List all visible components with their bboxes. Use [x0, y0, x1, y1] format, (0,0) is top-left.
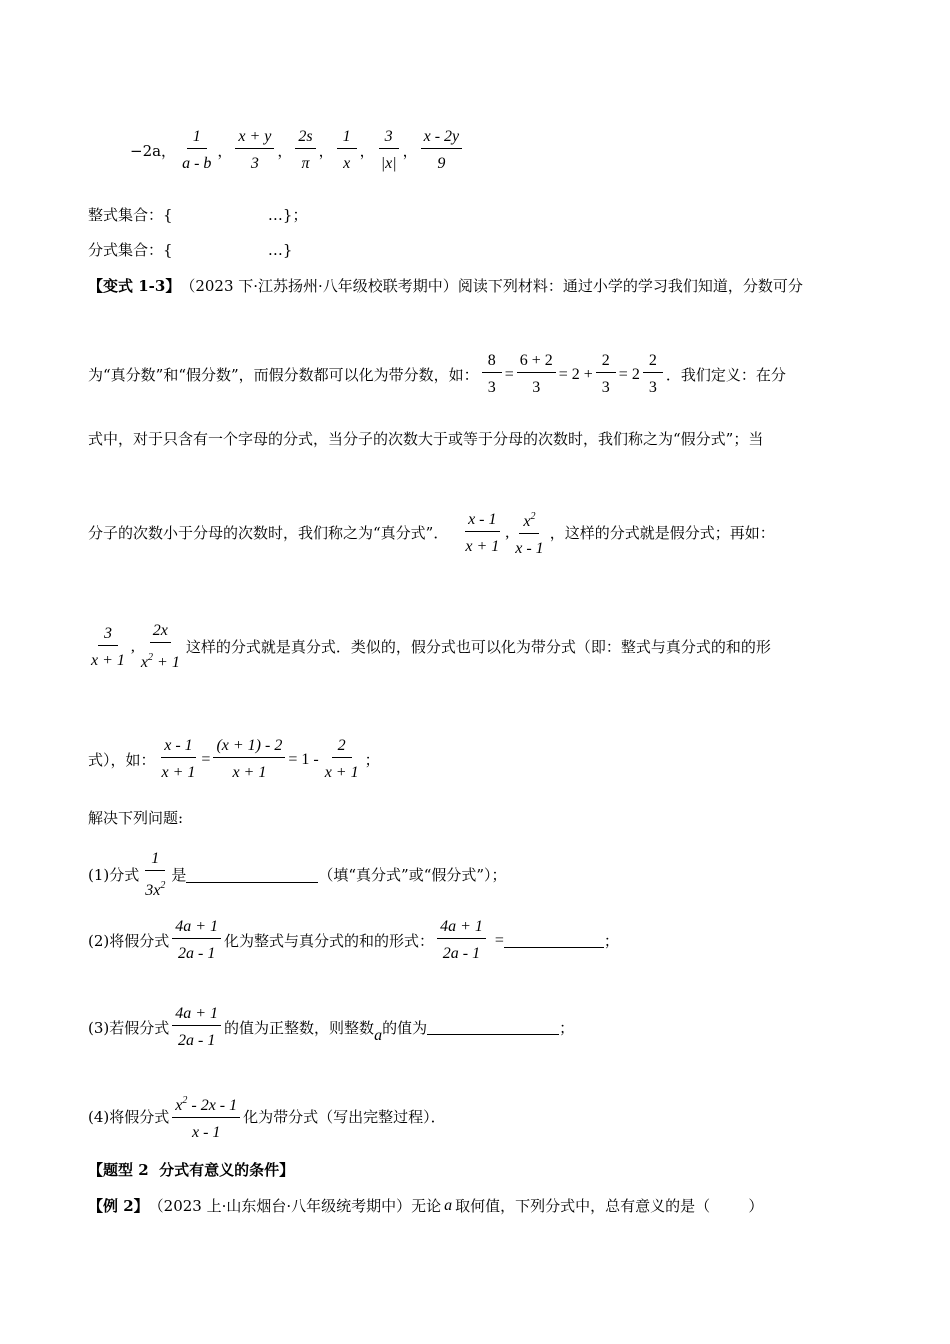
- fraction: $\frac{3}{|x|}$: [378, 128, 400, 173]
- material-line-3: 式中，对于只含有一个字母的分式，当分子的次数大于或等于分母的次数时，我们称之为“假分式”；当: [88, 430, 764, 448]
- fraction: $\frac{4a + 1}{2a - 1}$: [172, 1005, 221, 1050]
- example-2: 【例 2】 （2023 上·山东烟台·八年级统考期中） 无论 a 取何值，下列分式中，总有意义的是（ ）: [88, 1197, 764, 1215]
- variant-heading-line: 【变式 1-3】 （2023 下·江苏扬州·八年级校联考期中） 阅读下列材料：通过小学的学习我们知道，分数可分: [88, 277, 803, 295]
- problem-3: (3)若假分式 $\frac{4a + 1}{2a - 1}$ 的值为正整数，则整数 a 的值为 ；: [88, 1005, 575, 1049]
- fraction: $\frac{x - 1}{x + 1}$: [465, 510, 500, 555]
- integral-set-line: 整式集合：{ …}；: [88, 206, 308, 224]
- fraction: $\frac{x - 1}{x + 1}$: [161, 737, 196, 781]
- fraction: $\frac{x - 2y}{9}$: [421, 128, 463, 173]
- fraction: $\frac{8}{3}$: [482, 352, 502, 397]
- fraction: $\frac{1}{x}$: [337, 128, 357, 173]
- example-source: （2023 上·山东烟台·八年级统考期中）: [148, 1197, 412, 1215]
- section-title: 【题型 2 分式有意义的条件】: [88, 1161, 295, 1179]
- fraction: $\frac{x + y}{3}$: [235, 128, 274, 173]
- fractional-set-line: 分式集合：{ …}: [88, 241, 293, 259]
- example-label: 【例 2】: [88, 1197, 149, 1215]
- fraction: $\frac{1}{a - b}$: [182, 128, 212, 172]
- fraction: $\frac{6 + 2}{3}$: [517, 352, 556, 397]
- fraction: $\frac{3}{x + 1}$: [91, 624, 125, 669]
- fraction: $\frac{1}{3x^2}$: [145, 850, 166, 899]
- fraction: $\frac{2}{x + 1}$: [324, 737, 359, 781]
- fraction: $\frac{(x + 1) - 2}{x + 1}$: [213, 737, 285, 782]
- variant-label: 【变式 1-3】: [88, 277, 181, 295]
- fraction: $\frac{4a + 1}{2a - 1}$: [437, 918, 486, 963]
- problem-2: (2)将假分式 $\frac{4a + 1}{2a - 1}$ 化为整式与真分式的和的形式： $\frac{4a + 1}{2a - 1}$ = ；: [88, 918, 619, 962]
- problem-4: (4)将假分式 $\frac{x^2 - 2x - 1}{x - 1}$ 化为带分式（写出完整过程）．: [88, 1092, 446, 1142]
- fraction: $\frac{x^2 - 2x - 1}{x - 1}$: [172, 1092, 240, 1142]
- variant-source: （2023 下·江苏扬州·八年级校联考期中）: [180, 277, 458, 295]
- fraction: $\frac{4a + 1}{2a - 1}$: [172, 918, 221, 963]
- answer-blank-2[interactable]: [504, 933, 604, 948]
- problems-intro: 解决下列问题:: [88, 809, 184, 827]
- material-line-6: 式），如： $\frac{x - 1}{x + 1}$ = $\frac{(x + 1) - 2}{x + 1}$ = 1 - $\frac{2}{x + 1}$ ；: [88, 737, 380, 781]
- fraction: $\frac{2}{3}$: [643, 352, 663, 397]
- expression-list: −2a， $\frac{1}{a - b}$ ， $\frac{x + y}{3}$ ， $\frac{2s}{\pi}$ ， $\frac{1}{x}$ ， $\frac{3}{|x|}$ ， $\frac{x - 2y}{9}$: [130, 128, 465, 173]
- material-line-5: $\frac{3}{x + 1}$ , $\frac{2x}{x^2 + 1}$ 这样的分式就是真分式．类似的，假分式也可以化为带分式（即：整式与真分式的和的形: [88, 622, 771, 672]
- answer-blank-3[interactable]: [427, 1020, 559, 1035]
- expr-term: −2a，: [130, 141, 177, 160]
- problem-1: (1)分式 $\frac{1}{3x^2}$ 是 （填“真分式”或“假分式”）；: [88, 850, 507, 899]
- fraction: $\frac{x^2}{x - 1}$: [512, 508, 546, 558]
- material-line-2: 为“真分数”和“假分数”，而假分数都可以化为带分数，如： $\frac{8}{3}$ = $\frac{6 + 2}{3}$ = 2 + $\frac{2}{3}$ = 2 $\frac{2}{3}$ ．我们定义：在分: [88, 352, 786, 396]
- answer-blank-1[interactable]: [186, 868, 318, 883]
- fraction: $\frac{2}{3}$: [596, 352, 616, 397]
- fraction: $\frac{2s}{\pi}$: [295, 128, 315, 173]
- fraction: $\frac{2x}{x^2 + 1}$: [140, 622, 180, 671]
- material-line-4: 分子的次数小于分母的次数时，我们称之为“真分式”． $\frac{x - 1}{x + 1}$ , $\frac{x^2}{x - 1}$ ，这样的分式就是假分式；再如：: [88, 508, 775, 558]
